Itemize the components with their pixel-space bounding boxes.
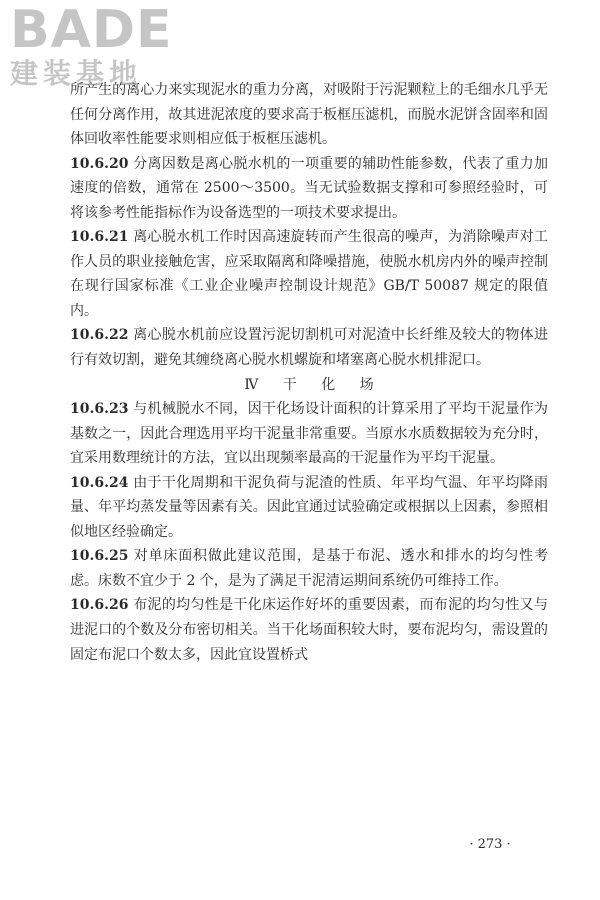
clause-number: 10.6.22 — [70, 327, 129, 344]
page-number: · 273 · — [469, 837, 511, 852]
clause-number: 10.6.25 — [70, 548, 129, 565]
clause-10-6-24 — [70, 471, 548, 545]
clause-10-6-22 — [70, 323, 548, 372]
clause-text: 由于干化周期和干泥负荷与泥渣的性质、年平均气温、年平均降雨量、年平均蒸发量等因素有关。因此宜通过试验确定或根据以上因素，参照相似地区经验确定。 — [70, 474, 548, 540]
clause-10-6-23 — [70, 397, 548, 471]
paragraph-text: 所产生的离心力来实现泥水的重力分离，对吸附于污泥颗粒上的毛细水几乎无任何分离作用，故其进泥浓度的要求高于板框压滤机，而脱水泥饼含固率和固体回收率性能要求则相应低于板框压滤机。 — [70, 82, 548, 148]
clause-number: 10.6.24 — [70, 474, 129, 491]
clause-text: 离心脱水机工作时因高速旋转而产生很高的噪声，为消除噪声对工作人员的职业接触危害，应采取隔离和降噪措施，使脱水机房内外的噪声控制在现行国家标准《工业企业噪声控制设计规范》GB/T 50087 规定的限值内。 — [70, 229, 548, 319]
clause-number: 10.6.26 — [70, 597, 129, 614]
clause-text: 离心脱水机前应设置污泥切割机可对泥渣中长纤维及较大的物体进行有效切割，避免其缠绕离心脱水机螺旋和堵塞离心脱水机排泥口。 — [70, 327, 548, 369]
watermark-subtitle: 建装基地 — [10, 57, 143, 90]
clause-10-6-20 — [70, 152, 548, 226]
clause-text: 与机械脱水不同，因干化场设计面积的计算采用了平均干泥量作为基数之一，因此合理选用平均干泥量非常重要。当原水水质数据较为充分时，宜采用数理统计的方法，宜以出现频率最高的干泥量作为平均干泥量。 — [70, 401, 548, 467]
document-body — [70, 78, 548, 667]
clause-number: 10.6.20 — [70, 155, 129, 172]
clause-number: 10.6.23 — [70, 401, 129, 418]
clause-10-6-25 — [70, 544, 548, 593]
clause-10-6-26 — [70, 593, 548, 667]
clause-text: 分离因数是离心脱水机的一项重要的辅助性能参数，代表了重力加速度的倍数，通常在 2500～3500。当无试验数据支撑和可参照经验时，可将该参考性能指标作为设备选型的一项技术要求提出。 — [70, 155, 548, 221]
watermark-brand: BADE — [10, 0, 173, 60]
clause-text: 布泥的均匀性是干化床运作好坏的重要因素，而布泥的均匀性又与进泥口的个数及分布密切相关。当干化场面积较大时，要布泥均匀，需设置的固定布泥口个数太多，因此宜设置桥式 — [70, 597, 548, 663]
clause-text: 对单床面积做此建议范围，是基于布泥、透水和排水的均匀性考虑。床数不宜少于 2 个，是为了满足干泥清运期间系统仍可维持工作。 — [70, 548, 549, 589]
clause-10-6-21 — [70, 225, 548, 323]
watermark-logo — [10, 2, 180, 102]
clause-number: 10.6.21 — [70, 229, 129, 246]
section-heading: Ⅳ 干 化 场 — [244, 376, 384, 393]
